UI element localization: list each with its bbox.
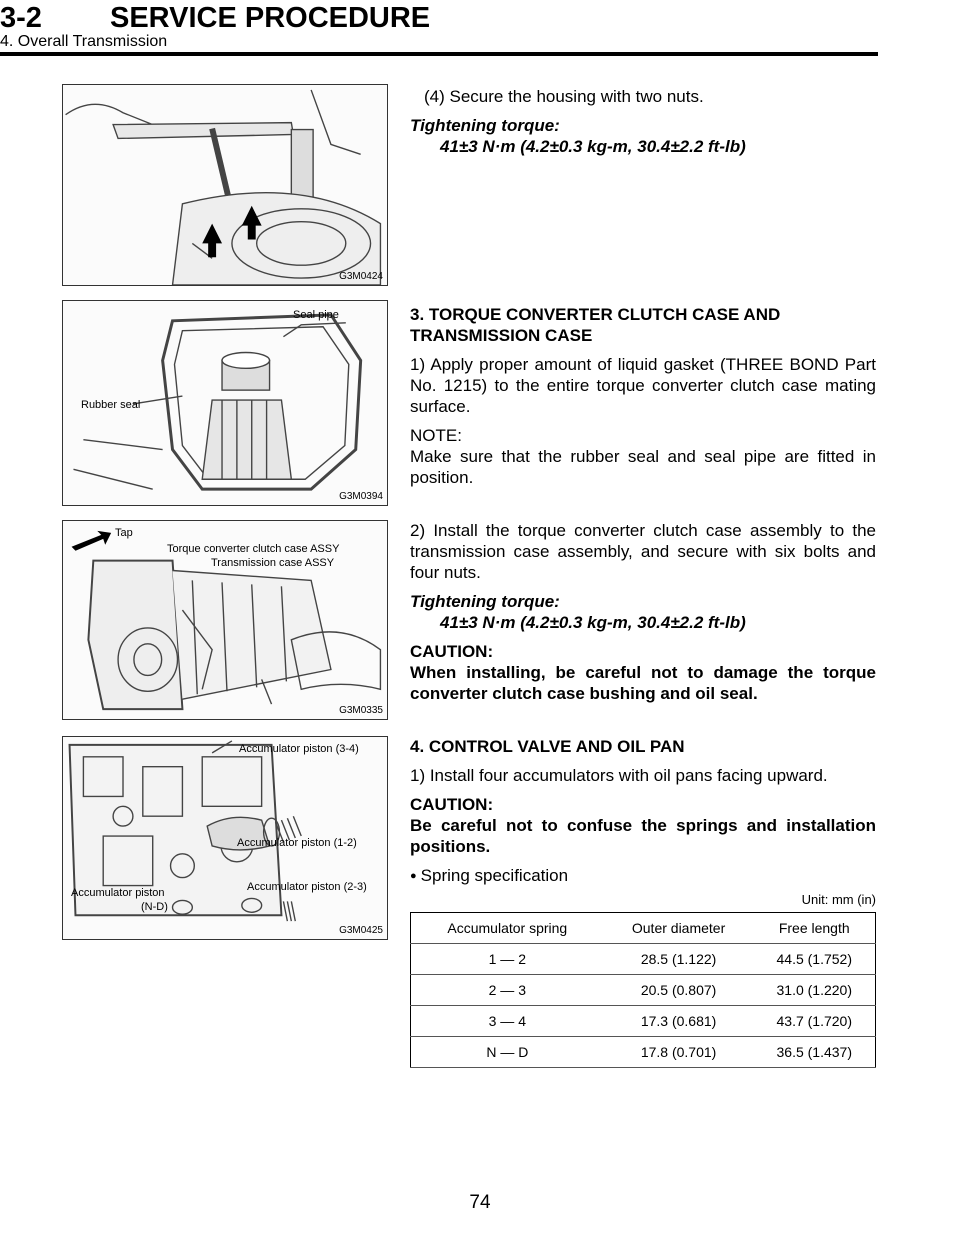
label-seal-pipe: Seal pipe — [293, 309, 339, 321]
table-header: Accumulator spring — [411, 913, 604, 944]
section-heading: 3. TORQUE CONVERTER CLUTCH CASE AND — [410, 305, 781, 324]
page-number: 74 — [469, 1192, 491, 1213]
table-cell: 17.3 (0.681) — [604, 1006, 754, 1037]
step-text: (4) Secure the housing with two nuts. — [424, 87, 704, 106]
page-title: SERVICE PROCEDURE — [110, 2, 431, 34]
table-header: Outer diameter — [604, 913, 754, 944]
section-heading-2: TRANSMISSION CASE — [410, 326, 593, 345]
figure-housing-nuts-drawing — [63, 85, 387, 285]
table-row — [411, 1006, 876, 1037]
label-rubber-seal: Rubber seal — [81, 399, 141, 411]
torque-label: Tightening torque: — [410, 116, 560, 135]
label-piston-n-d: Accumulator piston — [71, 887, 165, 899]
table-cell: 43.7 (1.720) — [754, 1006, 876, 1037]
bullet-text: Spring specification — [420, 866, 569, 885]
unit-label: Unit: mm (in) — [801, 892, 876, 907]
table-cell: N — D — [411, 1037, 604, 1068]
label-piston-1-2: Accumulator piston (1-2) — [237, 837, 357, 849]
label-piston-3-4: Accumulator piston (3-4) — [239, 743, 359, 755]
note-label: NOTE: — [410, 426, 462, 445]
caution-label: CAUTION: — [410, 795, 494, 814]
figure-code: G3M0425 — [339, 925, 383, 936]
table-row — [411, 975, 876, 1006]
caution-text: Be careful not to confuse the springs and installation positions. — [410, 816, 876, 856]
section-heading: 4. CONTROL VALVE AND OIL PAN — [410, 737, 685, 756]
table-cell: 20.5 (0.807) — [604, 975, 754, 1006]
spring-spec-table — [410, 912, 876, 1068]
figure-torque-converter — [62, 520, 388, 720]
torque-value: 41±3 N·m (4.2±0.3 kg-m, 30.4±2.2 ft-lb) — [440, 137, 746, 156]
note-text: Make sure that the rubber seal and seal pipe are fitted in position. — [410, 447, 876, 487]
label-converter-case: Torque converter clutch case ASSY — [167, 543, 340, 555]
table-cell: 2 — 3 — [411, 975, 604, 1006]
label-piston-n-d-sub: (N-D) — [141, 901, 168, 913]
caution-label: CAUTION: — [410, 642, 494, 661]
block-install-case — [410, 520, 876, 704]
table-header-row — [411, 913, 876, 944]
block-housing — [410, 86, 876, 157]
figure-housing-nuts — [62, 84, 388, 286]
step-text: 1) Install four accumulators with oil pans facing upward. — [410, 766, 828, 785]
figure-accumulators — [62, 736, 388, 940]
table-cell: 17.8 (0.701) — [604, 1037, 754, 1068]
figure-code: G3M0394 — [339, 491, 383, 502]
table-cell: 28.5 (1.122) — [604, 944, 754, 975]
caution-text: When installing, be careful not to damage the torque converter clutch case bushing and oil seal. — [410, 663, 876, 703]
figure-code: G3M0424 — [339, 271, 383, 282]
table-cell: 31.0 (1.220) — [754, 975, 876, 1006]
torque-value: 41±3 N·m (4.2±0.3 kg-m, 30.4±2.2 ft-lb) — [440, 613, 746, 632]
section-number: 3-2 — [0, 2, 42, 34]
table-cell: 1 — 2 — [411, 944, 604, 975]
block-control-valve — [410, 736, 876, 1068]
header-rule — [0, 52, 878, 56]
torque-label: Tightening torque: — [410, 592, 560, 611]
table-cell: 44.5 (1.752) — [754, 944, 876, 975]
label-transmission-case: Transmission case ASSY — [211, 557, 335, 569]
step-text: 2) Install the torque converter clutch case assembly to the transmission case assembly, and secure with six bolts and four nuts. — [410, 521, 876, 582]
table-row — [411, 1037, 876, 1068]
table-row — [411, 944, 876, 975]
figure-code: G3M0335 — [339, 705, 383, 716]
bullet-spring-spec — [410, 865, 876, 889]
label-tap: Tap — [115, 527, 133, 539]
table-cell: 3 — 4 — [411, 1006, 604, 1037]
step-text: 1) Apply proper amount of liquid gasket (THREE BOND Part No. 1215) to the entire torque converter clutch case mating surface. — [410, 355, 876, 416]
table-cell: 36.5 (1.437) — [754, 1037, 876, 1068]
block-torque-converter-case — [410, 304, 876, 488]
label-piston-2-3: Accumulator piston (2-3) — [247, 881, 367, 893]
figure-gasket — [62, 300, 388, 506]
page-subtitle: 4. Overall Transmission — [0, 33, 168, 50]
table-header: Free length — [754, 913, 876, 944]
